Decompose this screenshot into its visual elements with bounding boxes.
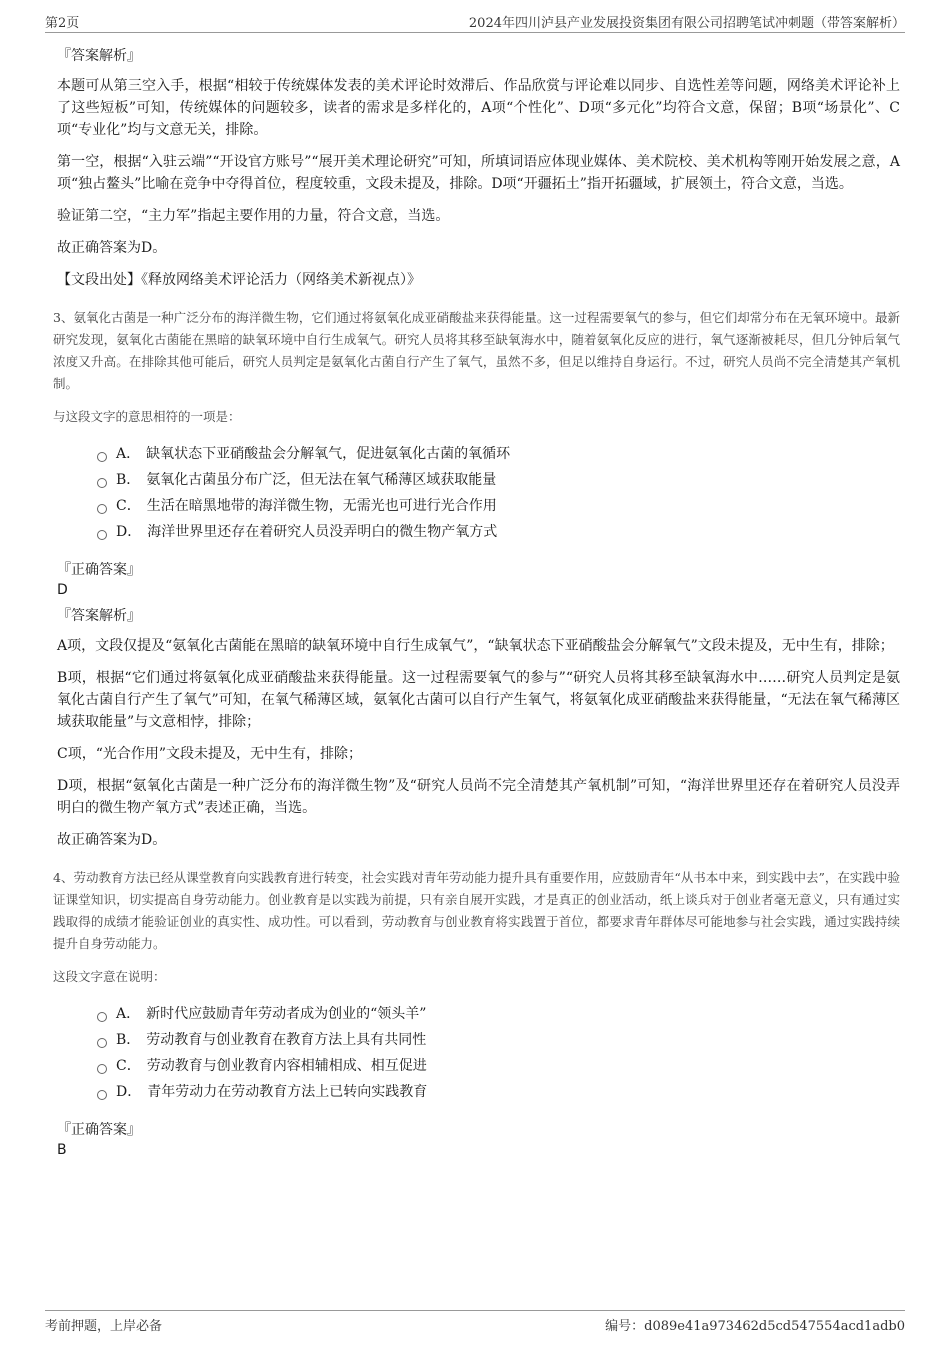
question-3-analysis-paragraph: 故正确答案为D。 bbox=[57, 832, 167, 848]
option-letter: D． bbox=[116, 524, 142, 540]
option-text: 青年劳动力在劳动教育方法上已转向实践教育 bbox=[147, 1084, 428, 1100]
option-c[interactable] bbox=[97, 1053, 900, 1079]
question-3-text: 3、氨氧化古菌是一种广泛分布的海洋微生物，它们通过将氨氧化成亚硝酸盐来获得能量。这一过程需要氧气的参与，但它们却常分布在无氧环境中。最新研究发现，氨氧化古菌能在黑暗的缺氧环境中自行生成氧气。研究人员将其移至缺氧海水中，随着氨氧化反应的进行，氧气逐渐被耗尽，但几分钟后氧气浓度又升高。在排除其他可能后，研究人员判定是氨氧化古菌自行产生了氧气，虽然不多，但足以维持自身运行。不过，研究人员尚不完全清楚其产氧机制。 bbox=[53, 310, 900, 391]
radio-icon[interactable] bbox=[97, 478, 107, 488]
question-3-analysis-paragraph: C项，“光合作用”文段未提及，无中生有，排除； bbox=[57, 746, 363, 762]
q2-analysis-paragraph: 验证第二空，“主力军”指起主要作用的力量，符合文意，当选。 bbox=[57, 208, 450, 224]
q2-analysis-paragraph: 故正确答案为D。 bbox=[57, 240, 167, 256]
q2-analysis-paragraph: 本题可从第三空入手，根据“相较于传统媒体发表的美术评论时效滞后、作品欣赏与评论难以同步、自选性差等问题，网络美术评论补上了这些短板”可知，传统媒体的问题较多，读者的需求是多样化的，A项“个性化”、D项“多元化”均符合文意，保留；B项“场景化”、C项“专业化”均与文意无关，排除。 bbox=[57, 78, 900, 138]
page-number: 第2页 bbox=[45, 16, 80, 31]
question-3-prompt: 与这段文字的意思相符的一项是： bbox=[53, 409, 241, 424]
question-3-options bbox=[97, 441, 900, 545]
option-a[interactable] bbox=[97, 441, 900, 467]
radio-icon[interactable] bbox=[97, 1090, 107, 1100]
option-letter: B． bbox=[116, 1032, 141, 1048]
question-3-analysis-label: 『答案解析』 bbox=[57, 608, 141, 624]
q2-source: 【文段出处】《释放网络美术评论活力（网络美术新视点）》 bbox=[57, 272, 421, 288]
q2-analysis-paragraph: 第一空，根据“入驻云端”“开设官方账号”“展开美术理论研究”可知，所填词语应体现业媒体、美术院校、美术机构等刚开始发展之意，A项“独占鳌头”比喻在竞争中夺得首位，程度较重，文段未提及，排除。D项“开疆拓土”指开拓疆域，扩展领土，符合文意，当选。 bbox=[57, 154, 900, 192]
option-text: 劳动教育与创业教育内容相辅相成、相互促进 bbox=[146, 1058, 427, 1074]
question-4-text: 4、劳动教育方法已经从课堂教育向实践教育进行转变，社会实践对青年劳动能力提升具有重要作用，应鼓励青年“从书本中来，到实践中去”，在实践中验证课堂知识，切实提高自身劳动能力。创业教育是以实践为前提，只有亲自展开实践，才是真正的创业活动，纸上谈兵对于创业者毫无意义，只有通过实践取得的成绩才能验证创业的真实性、成功性。可以看到，劳动教育与创业教育将实践置于首位，都要求青年群体尽可能地参与社会实践，通过实践持续提升自身劳动能力。 bbox=[53, 870, 900, 951]
question-4 bbox=[53, 867, 900, 1159]
question-4-answer-label: 『正确答案』 bbox=[57, 1122, 141, 1138]
document-id: 编号：d089e41a973462d5cd547554acd1adb0 bbox=[605, 1319, 905, 1334]
option-d[interactable] bbox=[97, 1079, 900, 1105]
option-text: 缺氧状态下亚硝酸盐会分解氧气，促进氨氧化古菌的氧循环 bbox=[146, 446, 511, 462]
radio-icon[interactable] bbox=[97, 530, 107, 540]
question-3-analysis-paragraph: D项，根据“氨氧化古菌是一种广泛分布的海洋微生物”及“研究人员尚不完全清楚其产氧机制”可知，“海洋世界里还存在着研究人员没弄明白的微生物产氧方式”表述正确，当选。 bbox=[57, 778, 900, 816]
option-d[interactable] bbox=[97, 519, 900, 545]
q2-analysis-section bbox=[57, 45, 900, 291]
document-title: 2024年四川泸县产业发展投资集团有限公司招聘笔试冲刺题（带答案解析） bbox=[468, 16, 905, 31]
option-text: 新时代应鼓励青年劳动者成为创业的“领头羊” bbox=[146, 1006, 427, 1022]
question-3 bbox=[53, 307, 900, 851]
radio-icon[interactable] bbox=[97, 1012, 107, 1022]
option-text: 海洋世界里还存在着研究人员没弄明白的微生物产氧方式 bbox=[147, 524, 498, 540]
radio-icon[interactable] bbox=[97, 1064, 107, 1074]
question-4-prompt: 这段文字意在说明： bbox=[53, 969, 166, 984]
footer-slogan: 考前押题，上岸必备 bbox=[45, 1319, 163, 1334]
question-3-answer-label: 『正确答案』 bbox=[57, 562, 141, 578]
page-header bbox=[45, 10, 905, 33]
option-a[interactable] bbox=[97, 1001, 900, 1027]
question-4-answer: B bbox=[57, 1142, 67, 1158]
question-3-analysis-paragraph: A项，文段仅提及“氨氧化古菌能在黑暗的缺氧环境中自行生成氧气”，“缺氧状态下亚硝酸盐会分解氧气”文段未提及，无中生有，排除； bbox=[57, 638, 894, 654]
option-letter: C． bbox=[116, 1058, 141, 1074]
option-b[interactable] bbox=[97, 467, 900, 493]
option-b[interactable] bbox=[97, 1027, 900, 1053]
page-footer bbox=[45, 1310, 905, 1333]
option-c[interactable] bbox=[97, 493, 900, 519]
option-text: 劳动教育与创业教育在教育方法上具有共同性 bbox=[146, 1032, 427, 1048]
radio-icon[interactable] bbox=[97, 1038, 107, 1048]
option-letter: B． bbox=[116, 472, 141, 488]
question-4-options bbox=[97, 1001, 900, 1105]
radio-icon[interactable] bbox=[97, 452, 107, 462]
option-text: 生活在暗黑地带的海洋微生物，无需光也可进行光合作用 bbox=[146, 498, 497, 514]
question-3-answer: D bbox=[57, 582, 68, 598]
option-text: 氨氧化古菌虽分布广泛，但无法在氧气稀薄区域获取能量 bbox=[146, 472, 497, 488]
option-letter: A． bbox=[116, 446, 141, 462]
option-letter: C． bbox=[116, 498, 141, 514]
option-letter: D． bbox=[116, 1084, 142, 1100]
radio-icon[interactable] bbox=[97, 504, 107, 514]
q2-analysis-label: 『答案解析』 bbox=[57, 48, 141, 64]
option-letter: A． bbox=[116, 1006, 141, 1022]
question-3-analysis-paragraph: B项，根据“它们通过将氨氧化成亚硝酸盐来获得能量。这一过程需要氧气的参与”“研究人员将其移至缺氧海水中……研究人员判定是氨氧化古菌自行产生了氧气”可知，在氧气稀薄区域，氨氧化古菌可以自行产生氧气，将氨氧化成亚硝酸盐来获得能量，“无法在氧气稀薄区域获取能量”与文意相悖，排除； bbox=[57, 670, 900, 730]
page-content bbox=[53, 45, 900, 1165]
